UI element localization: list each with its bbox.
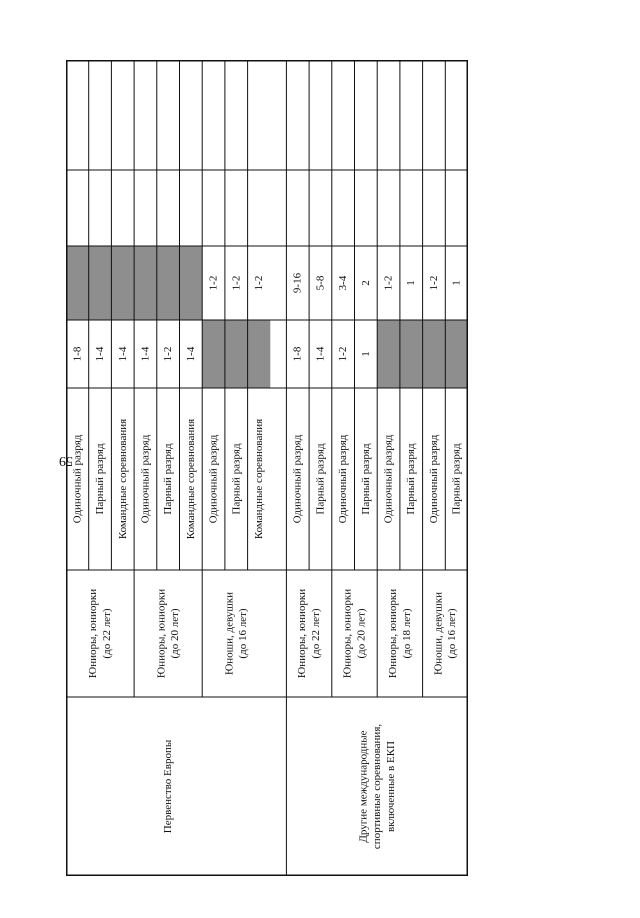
discipline-label: Парный разряд [359,443,372,515]
age-group-label: (до 16 лет) [237,608,250,659]
shaded-cell [202,320,225,388]
shaded-cell [89,246,112,320]
shaded-cell [157,246,180,320]
age-group-label: (до 22 лет) [100,608,113,659]
places-value: 1 [450,280,463,286]
age-group-label: (до 18 лет) [400,608,413,659]
table-svg [66,60,468,876]
places-value: 5-8 [314,275,327,291]
places-value: 1-2 [427,275,440,291]
discipline-label: Парный разряд [450,443,463,515]
places-value: 1-2 [337,346,350,362]
discipline-label: Одиночный разряд [382,434,395,524]
places-value: 1-2 [382,275,395,291]
places-value: 1-4 [184,346,197,362]
places-value: 1 [359,351,372,357]
places-value: 1-2 [252,275,265,291]
age-group-label: Юниоры, юниорки [87,588,100,679]
places-value: 1-8 [291,346,304,362]
age-group-label: (до 20 лет) [355,608,368,659]
shaded-cell [66,246,89,320]
places-value: 9-16 [291,272,304,294]
discipline-label: Парный разряд [230,443,243,515]
discipline-label: Командные соревнования [184,418,197,540]
discipline-label: Одиночный разряд [139,434,152,524]
shaded-cell [248,320,271,388]
discipline-label: Командные соревнования [116,418,129,540]
discipline-label: Парный разряд [314,443,327,515]
discipline-label: Одиночный разряд [291,434,304,524]
shaded-cell [111,246,134,320]
places-value: 1-2 [230,275,243,291]
age-group-label: Юноши, девушки [223,591,236,676]
places-value: 1-8 [71,346,84,362]
page-number: 59 [59,453,73,468]
shaded-cell [134,246,157,320]
discipline-label: Одиночный разряд [427,434,440,524]
competition-label: включенные в ЕКП [384,741,397,832]
places-value: 1-2 [207,275,220,291]
places-value: 1 [405,280,418,286]
places-value: 1-4 [314,346,327,362]
age-group-label: Юноши, девушки [432,591,445,676]
discipline-label: Одиночный разряд [71,434,84,524]
rotated-table [66,60,468,876]
places-value: 3-4 [337,275,350,291]
discipline-label: Командные соревнования [252,418,265,540]
places-value: 1-4 [94,346,107,362]
age-group-label: Юниоры, юниорки [296,588,309,679]
discipline-label: Одиночный разряд [207,434,220,524]
shaded-cell [445,320,468,388]
places-value: 2 [359,280,372,286]
competition-label: Другие международные [357,730,370,843]
discipline-label: Одиночный разряд [337,434,350,524]
age-group-label: Юниоры, юниорки [341,588,354,679]
shaded-cell [423,320,446,388]
age-group-label: (до 20 лет) [169,608,182,659]
shaded-cell [225,320,248,388]
places-value: 1-4 [139,346,152,362]
discipline-label: Парный разряд [405,443,418,515]
competition-label: Первенство Европы [162,739,175,834]
shaded-cell [400,320,423,388]
places-value: 1-2 [162,346,175,362]
shaded-cell [377,320,400,388]
age-group-label: (до 22 лет) [309,608,322,659]
discipline-label: Парный разряд [162,443,175,515]
places-value: 1-4 [116,346,129,362]
discipline-label: Парный разряд [94,443,107,515]
age-group-label: (до 16 лет) [446,608,459,659]
shaded-cell [180,246,203,320]
age-group-label: Юниоры, юниорки [387,588,400,679]
competition-label: спортивные соревнования, [371,723,384,850]
age-group-label: Юниоры, юниорки [155,588,168,679]
